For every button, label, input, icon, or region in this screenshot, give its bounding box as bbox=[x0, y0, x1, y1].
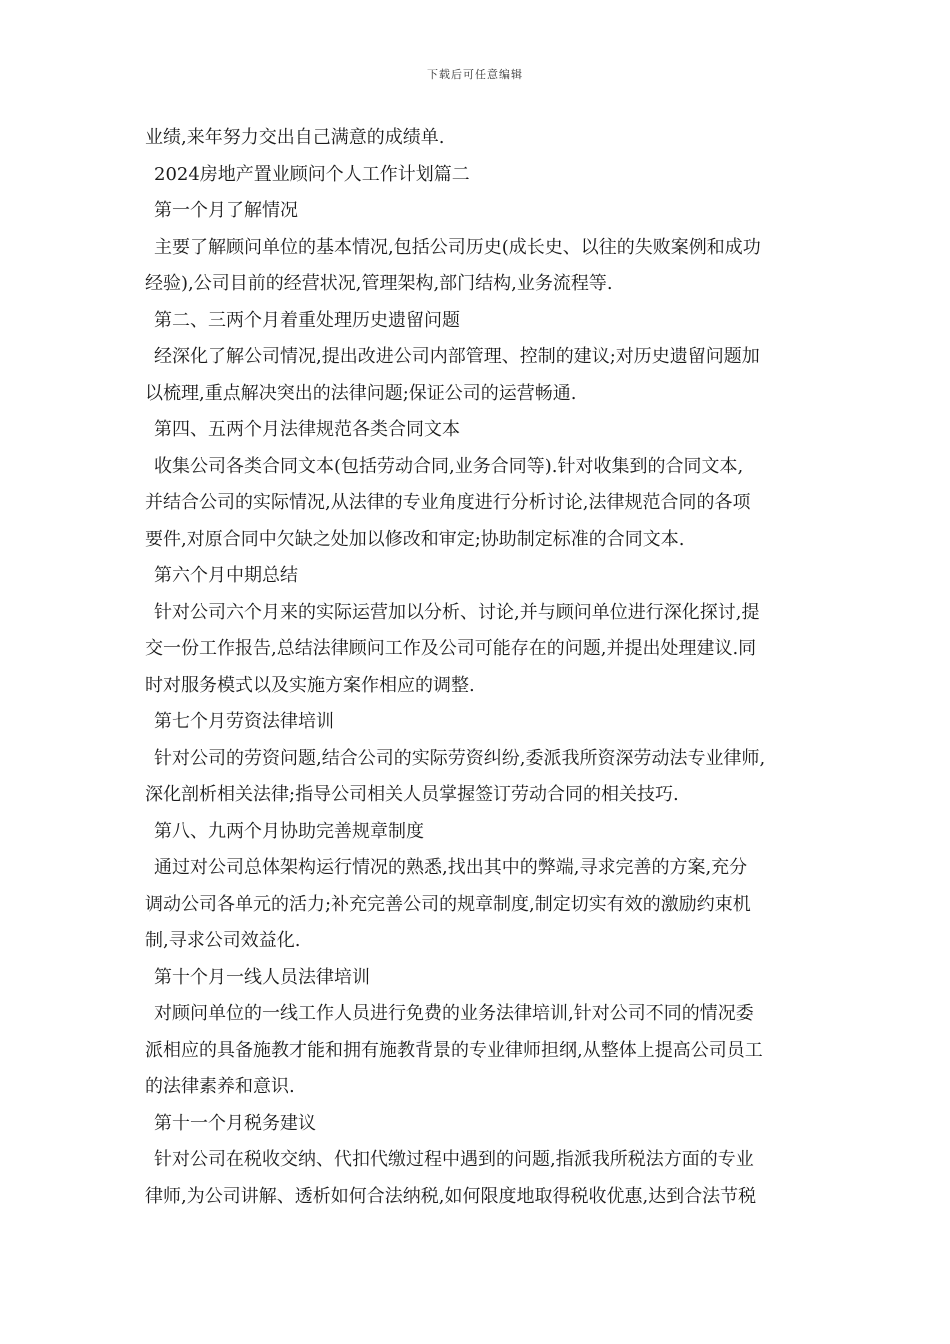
text-line: 经深化了解公司情况,提出改进公司内部管理、控制的建议;对历史遗留问题加 bbox=[154, 346, 760, 367]
text-line: 交一份工作报告,总结法律顾问工作及公司可能存在的问题,并提出处理建议.同 bbox=[145, 638, 757, 659]
document-body bbox=[145, 120, 810, 1215]
text-line: 律师,为公司讲解、透析如何合法纳税,如何限度地取得税收优惠,达到合法节税 bbox=[145, 1185, 757, 1207]
text-line: 针对公司的劳资问题,结合公司的实际劳资纠纷,委派我所资深劳动法专业律师, bbox=[154, 747, 766, 769]
text-line: 业绩,来年努力交出自己满意的成绩单. bbox=[145, 127, 445, 148]
text-line: 收集公司各类合同文本(包括劳动合同,业务合同等).针对收集到的合同文本, bbox=[154, 455, 744, 477]
text-line: 对顾问单位的一线工作人员进行免费的业务法律培训,针对公司不同的情况委 bbox=[154, 1003, 754, 1024]
text-line: 制,寻求公司效益化. bbox=[145, 930, 301, 951]
text-line: 第十一个月税务建议 bbox=[154, 1112, 316, 1134]
text-line: 第十个月一线人员法律培训 bbox=[154, 966, 370, 988]
page-header: 下载后可任意编辑 bbox=[427, 68, 523, 81]
text-line: 以梳理,重点解决突出的法律问题;保证公司的运营畅通. bbox=[145, 382, 577, 404]
text-line: 第二、三两个月着重处理历史遗留问题 bbox=[154, 309, 460, 331]
text-line: 通过对公司总体架构运行情况的熟悉,找出其中的弊端,寻求完善的方案,充分 bbox=[154, 857, 748, 878]
text-line: 调动公司各单元的活力;补充完善公司的规章制度,制定切实有效的激励约束机 bbox=[145, 893, 751, 915]
text-line: 第六个月中期总结 bbox=[154, 565, 298, 586]
text-line: 主要了解顾问单位的基本情况,包括公司历史(成长史、以往的失败案例和成功 bbox=[154, 236, 761, 258]
text-line: 要件,对原合同中欠缺之处加以修改和审定;协助制定标准的合同文本. bbox=[145, 528, 685, 550]
text-line: 第一个月了解情况 bbox=[154, 200, 298, 221]
text-line: 第七个月劳资法律培训 bbox=[154, 711, 334, 732]
text-line: 针对公司在税收交纳、代扣代缴过程中遇到的问题,指派我所税法方面的专业 bbox=[154, 1149, 754, 1170]
text-line: 深化剖析相关法律;指导公司相关人员掌握签订劳动合同的相关技巧. bbox=[145, 784, 679, 805]
text-line: 针对公司六个月来的实际运营加以分析、讨论,并与顾问单位进行深化探讨,提 bbox=[154, 601, 760, 623]
text-line: 的法律素养和意识. bbox=[145, 1076, 295, 1097]
text-line: 第八、九两个月协助完善规章制度 bbox=[154, 820, 424, 842]
text-line: 并结合公司的实际情况,从法律的专业角度进行分析讨论,法律规范合同的各项 bbox=[145, 492, 751, 513]
text-line: 2024房地产置业顾问个人工作计划篇二 bbox=[154, 163, 470, 185]
text-line: 派相应的具备施教才能和拥有施教背景的专业律师担纲,从整体上提高公司员工 bbox=[145, 1039, 763, 1061]
text-line: 经验),公司目前的经营状况,管理架构,部门结构,业务流程等. bbox=[145, 273, 613, 294]
text-line: 第四、五两个月法律规范各类合同文本 bbox=[154, 419, 460, 440]
text-line: 时对服务模式以及实施方案作相应的调整. bbox=[145, 674, 475, 696]
